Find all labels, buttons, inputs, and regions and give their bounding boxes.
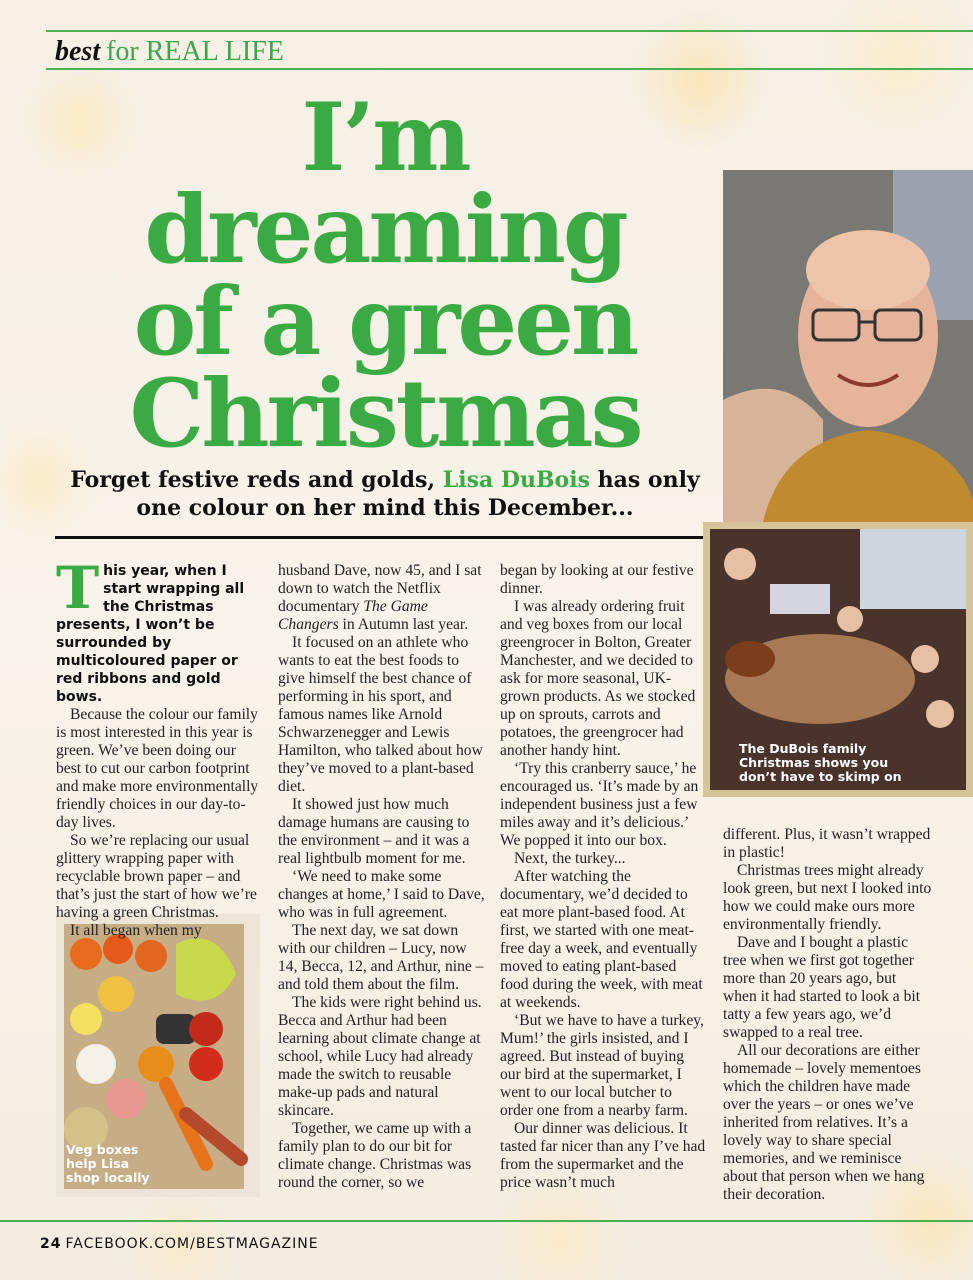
article-lead (56, 554, 260, 706)
paragraph: Because the colour our family is most interested in this year is green. We’ve been doing our best to cut our carbon footprint and make more environmentally friendly choices in our day-to-day lives. (56, 706, 259, 831)
headline-line-3: of a green (133, 267, 637, 377)
veg-box-photo (56, 914, 260, 1197)
paragraph: The next day, we sat down with our children – Lucy, now 14, Becca, 12, and Arthur, nine – and told them about the film. (278, 922, 484, 993)
headline-line-2: dreaming (144, 175, 626, 285)
paragraph: All our decorations are either homemade – lovely mementoes which the children have made over the years – or ones we’ve inherited from relatives. It’s a lovely way to share special memories, and we reminisce about that person when we hang their decoration. (723, 1042, 925, 1203)
family-photo (703, 522, 973, 797)
footer-rule (0, 1220, 973, 1222)
paragraph: Dave and I bought a plastic tree when we first got together more than 20 years ago, but when it had started to look a bit tatty a few years ago, we’d swapped to a real tree. (723, 934, 921, 1041)
standfirst-author: Lisa DuBois (442, 467, 590, 493)
article-column-1 (56, 554, 260, 940)
article-column-2 (278, 562, 486, 1192)
paragraph: began by looking at our festive dinner. (500, 562, 694, 597)
standfirst-rule (55, 536, 715, 539)
paragraph: Next, the turkey... (514, 850, 626, 867)
page-footer (40, 1236, 319, 1252)
paragraph: Our dinner was delicious. It tasted far nicer than any I’ve had from the supermarket and the price wasn’t much (500, 1120, 706, 1191)
article-column-4 (723, 826, 933, 1204)
headline (60, 83, 710, 469)
paragraph: It showed just how much damage humans are causing to the environment – and it was a real lightbulb moment for me. (278, 796, 470, 867)
paragraph: different. Plus, it wasn’t wrapped in plastic! (723, 826, 931, 861)
paragraph-text: in Autumn last year. (338, 616, 469, 633)
standfirst (55, 466, 715, 522)
paragraph: ‘Try this cranberry sauce,’ he encouraged us. ‘It’s made by an independent business just a few miles away and it’s delicious.’ We popped it into our box. (500, 760, 699, 849)
page-number: 24 (40, 1236, 62, 1252)
paragraph: So we’re replacing our usual glittery wrapping paper with recyclable brown paper – and that’s just the start of how we’re having a green Christmas. (56, 832, 257, 921)
portrait-illustration (723, 170, 973, 522)
paragraph: The kids were right behind us. Becca and Arthur had been learning about climate change at school, while Lucy had already made the switch to reusable make-up pads and natural skincare. (278, 994, 482, 1119)
header-top-rule (46, 30, 973, 32)
paragraph: I was already ordering fruit and veg boxes from our local greengrocer in Bolton, Greater Manchester, and we decided to ask for more seasonal, UK-grown products. As we stocked up on sprouts, carrots and potatoes, the greengrocer had another handy hint. (500, 598, 696, 759)
headline-line-1: I’m (301, 83, 469, 193)
standfirst-before: Forget festive reds and golds, (70, 467, 436, 493)
section-label: for REAL LIFE (106, 36, 284, 67)
veg-box-caption: Veg boxes help Lisa shop locally (66, 1142, 150, 1185)
paragraph: It all began when my (70, 922, 202, 939)
documentary-title: The Game Changers (278, 598, 428, 633)
standfirst-after: has only one colour on her mind this December... (136, 467, 700, 521)
drop-cap: T (56, 554, 100, 622)
header-bottom-rule (46, 68, 973, 70)
paragraph: Together, we came up with a family plan to do our bit for climate change. Christmas was round the corner, so we (278, 1120, 472, 1191)
portrait-photo (723, 170, 973, 522)
article-lead-text: his year, when I start wrapping all the Christmas presents, I won’t be surrounded by multicoloured paper or red ribbons and gold bows. (56, 563, 245, 705)
headline-line-4: Christmas (129, 359, 641, 469)
paragraph: After watching the documentary, we’d decided to eat more plant-based food. At first, we started with one meat-free day a week, and eventually moved to eating plant-based food during the week, with meat at weekends. (500, 868, 703, 1011)
brand-logo: best (55, 36, 101, 67)
article-column-3 (500, 562, 708, 1192)
paragraph: Christmas trees might already look green, but next I looked into how we could make ours more environmentally friendly. (723, 862, 932, 933)
paragraph: It focused on an athlete who wants to eat the best foods to give himself the best chance of performing in his sport, and famous names like Arnold Schwarzenegger and Lewis Hamilton, who talked about how they’ve moved to a plant-based diet. (278, 634, 483, 795)
paragraph: ‘We need to make some changes at home,’ I said to Dave, who was in full agreement. (278, 868, 485, 921)
paragraph (278, 562, 486, 634)
paragraph-text: husband Dave, now 45, and I sat down to watch the Netflix documentary (278, 562, 482, 615)
family-photo-caption: The DuBois family Christmas shows you don’t have to skimp on (739, 741, 902, 784)
paragraph: ‘But we have to have a turkey, Mum!’ the girls insisted, and I agreed. But instead of buying our bird at the supermarket, I went to our local butcher to order one from a nearby farm. (500, 1012, 704, 1119)
footer-url: FACEBOOK.COM/BESTMAGAZINE (65, 1236, 319, 1252)
section-tag (55, 36, 284, 68)
